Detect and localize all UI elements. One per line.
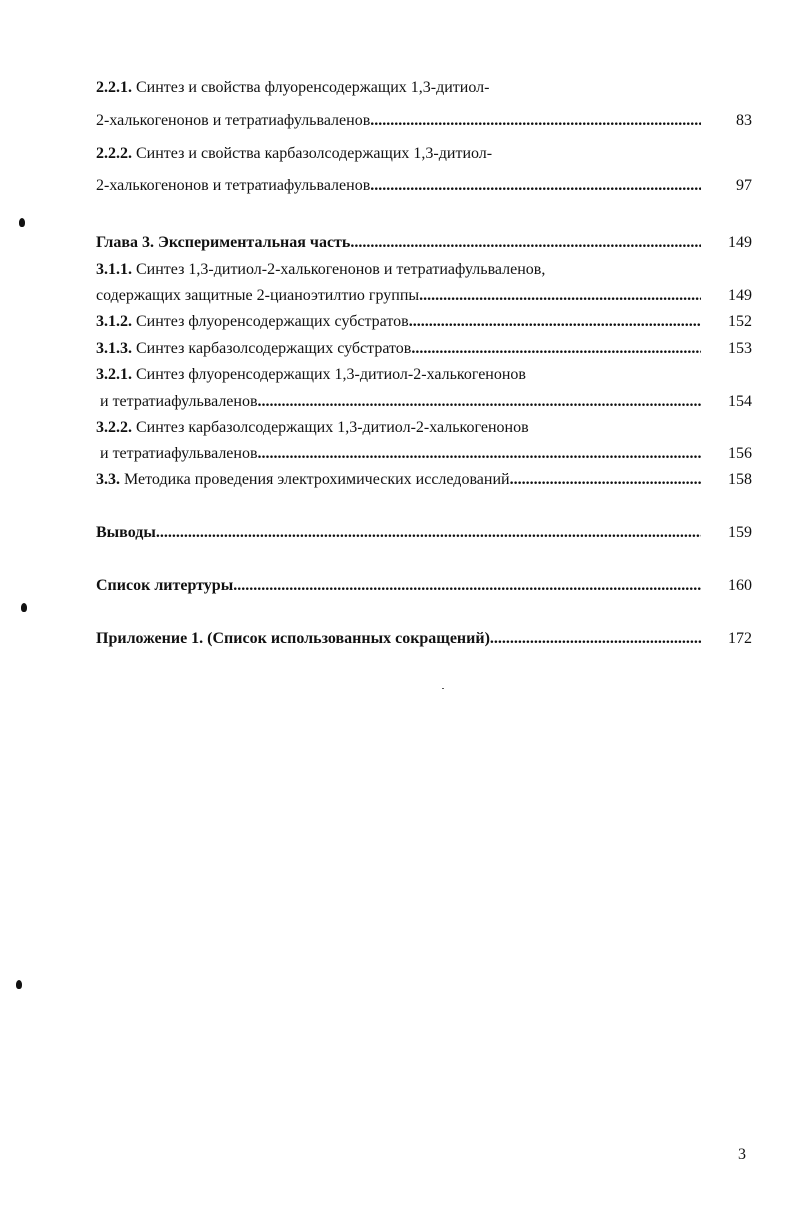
page-number: 3 bbox=[738, 1146, 746, 1163]
toc-entry-3-3 bbox=[96, 469, 701, 491]
page-ref: 152 bbox=[728, 313, 752, 330]
page-ref: 159 bbox=[728, 524, 752, 541]
leader-dots bbox=[258, 391, 701, 413]
section-number: 3.3. bbox=[96, 471, 120, 488]
toc-entry-2-2-2-title bbox=[96, 143, 701, 165]
toc-entry-3-2-2-cont bbox=[100, 443, 701, 465]
page-ref: 154 bbox=[728, 393, 752, 410]
leader-dots bbox=[411, 338, 701, 360]
toc-entry-references bbox=[96, 575, 701, 597]
punch-mark-icon bbox=[16, 980, 22, 989]
toc-entry-chapter-3 bbox=[96, 232, 701, 254]
entry-text: Приложение 1. (Список использованных сокращений) bbox=[96, 630, 490, 647]
entry-text: Синтез и свойства флуоренсодержащих 1,3-дитиол- bbox=[136, 79, 490, 96]
toc-entry-3-2-1-cont bbox=[100, 391, 701, 413]
entry-text: 2-халькогенонов и тетратиафульваленов bbox=[96, 177, 371, 194]
entry-text: и тетратиафульваленов bbox=[100, 445, 258, 462]
entry-text: Список литертуры bbox=[96, 577, 234, 594]
section-number: 2.2.2. bbox=[96, 145, 132, 162]
leader-dots bbox=[156, 522, 701, 544]
toc-entry-3-1-1-title bbox=[96, 259, 701, 281]
scan-speck bbox=[442, 688, 444, 689]
entry-text: Синтез карбазолсодержащих субстратов bbox=[136, 340, 412, 357]
toc-entry-3-1-2 bbox=[96, 311, 701, 333]
section-number: 3.1.3. bbox=[96, 340, 132, 357]
entry-text: 2-халькогенонов и тетратиафульваленов bbox=[96, 112, 371, 129]
page-ref: 172 bbox=[728, 630, 752, 647]
entry-text: Синтез и свойства карбазолсодержащих 1,3-дитиол- bbox=[136, 145, 493, 162]
entry-text: Синтез флуоренсодержащих субстратов bbox=[136, 313, 409, 330]
section-number: 3.1.2. bbox=[96, 313, 132, 330]
leader-dots bbox=[370, 110, 701, 132]
toc-entry-2-2-1-title bbox=[96, 77, 701, 99]
page-ref: 156 bbox=[728, 445, 752, 462]
page-ref: 83 bbox=[736, 112, 752, 129]
section-number: 3.2.2. bbox=[96, 419, 132, 436]
leader-dots bbox=[258, 443, 701, 465]
toc-entry-2-2-2-cont bbox=[96, 175, 701, 197]
toc-entry-appendix-1 bbox=[96, 628, 701, 650]
entry-text: и тетратиафульваленов bbox=[100, 393, 258, 410]
leader-dots bbox=[409, 311, 701, 333]
page-ref: 160 bbox=[728, 577, 752, 594]
page-ref: 158 bbox=[728, 471, 752, 488]
entry-text: Синтез 1,3-дитиол-2-халькогенонов и тетратиафульваленов, bbox=[136, 261, 546, 278]
leader-dots bbox=[233, 575, 701, 597]
toc-entry-3-2-2-title bbox=[96, 417, 701, 439]
entry-text: Глава 3. Экспериментальная часть bbox=[96, 234, 351, 251]
punch-mark-icon bbox=[21, 603, 27, 612]
toc-entry-3-1-1-cont bbox=[96, 285, 701, 307]
entry-text: Методика проведения электрохимических исследований bbox=[124, 471, 510, 488]
entry-text: Синтез карбазолсодержащих 1,3-дитиол-2-халькогенонов bbox=[136, 419, 529, 436]
section-number: 3.1.1. bbox=[96, 261, 132, 278]
leader-dots bbox=[419, 285, 701, 307]
leader-dots bbox=[510, 469, 701, 491]
page-ref: 97 bbox=[736, 177, 752, 194]
leader-dots bbox=[370, 175, 701, 197]
toc-entry-conclusions bbox=[96, 522, 701, 544]
entry-text: Выводы bbox=[96, 524, 156, 541]
page-ref: 149 bbox=[728, 234, 752, 251]
toc-entry-3-1-3 bbox=[96, 338, 701, 360]
leader-dots bbox=[350, 232, 701, 254]
toc-entry-2-2-1-cont bbox=[96, 110, 701, 132]
section-number: 3.2.1. bbox=[96, 366, 132, 383]
section-number: 2.2.1. bbox=[96, 79, 132, 96]
entry-text: Синтез флуоренсодержащих 1,3-дитиол-2-халькогенонов bbox=[136, 366, 526, 383]
toc-entry-3-2-1-title bbox=[96, 364, 701, 386]
page-ref: 153 bbox=[728, 340, 752, 357]
punch-mark-icon bbox=[19, 218, 25, 227]
page-ref: 149 bbox=[728, 287, 752, 304]
leader-dots bbox=[490, 628, 701, 650]
entry-text: содержащих защитные 2-цианоэтилтио группы bbox=[96, 287, 420, 304]
